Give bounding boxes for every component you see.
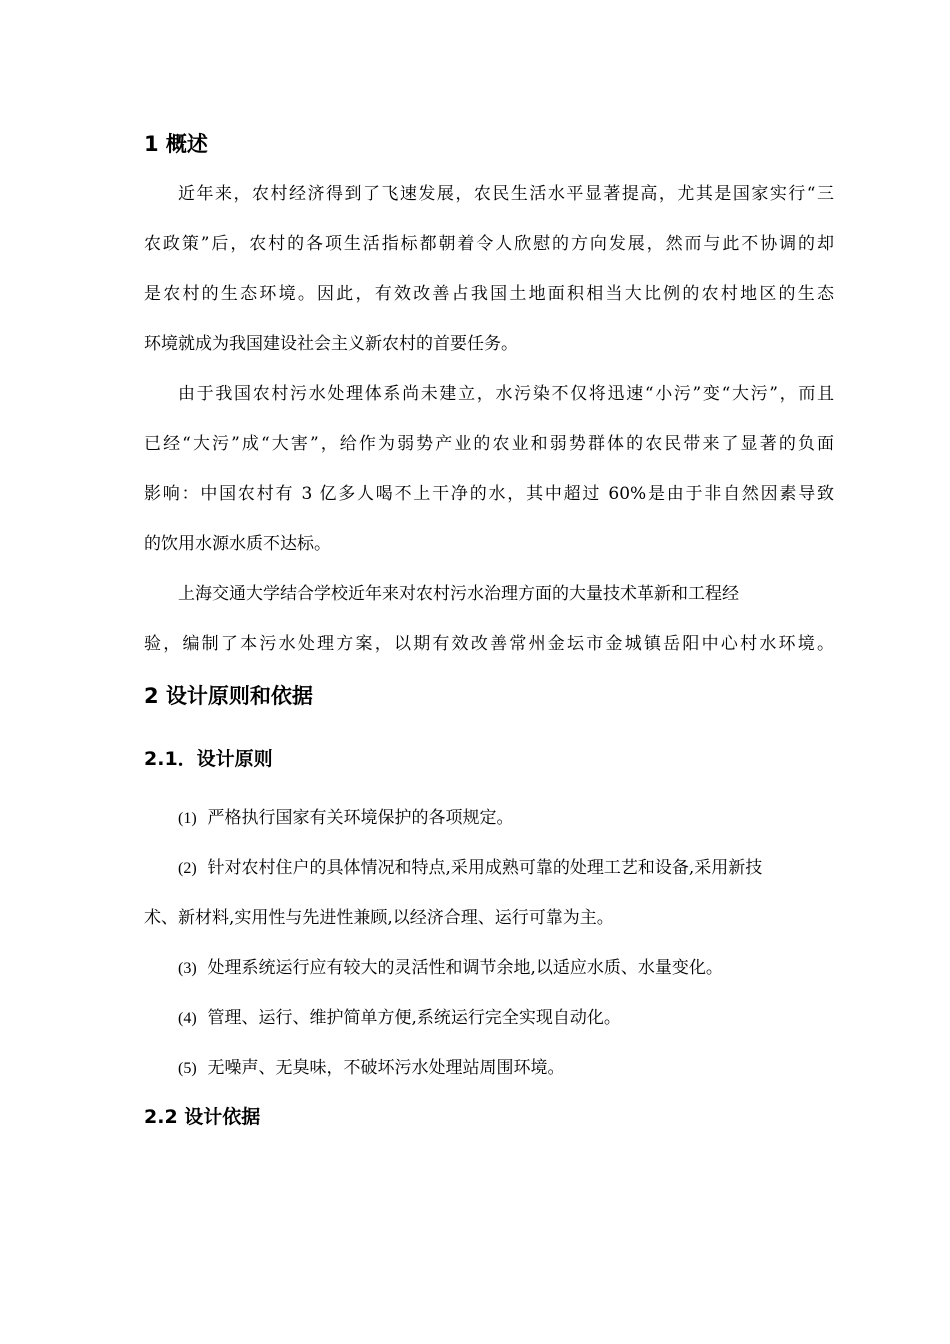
principle-item-2-continuation: 术、新材料,实用性与先进性兼顾,以经济合理、运行可靠为主。 — [144, 908, 614, 928]
paragraph-1-line-4: 环境就成为我国建设社会主义新农村的首要任务。 — [144, 334, 518, 354]
section-2-2-heading: 2.2 设计依据 — [144, 1106, 261, 1128]
section-2-1-heading: 2.1．设计原则 — [144, 748, 273, 770]
paragraph-3-line-1: 上海交通大学结合学校近年来对农村污水治理方面的大量技术革新和工程经 — [178, 584, 739, 604]
paragraph-2-line-1: 由于我国农村污水处理体系尚未建立，水污染不仅将迅速“小污”变“大污”，而且 — [178, 384, 834, 404]
paragraph-1-line-3: 是农村的生态环境。因此，有效改善占我国土地面积相当大比例的农村地区的生态 — [144, 284, 834, 304]
principle-item-2 — [178, 856, 834, 881]
item-text: 管理、运行、维护简单方便,系统运行完全实现自动化。 — [207, 1008, 621, 1028]
item-number: (2) — [178, 860, 197, 877]
paragraph-1-line-1: 近年来，农村经济得到了飞速发展，农民生活水平显著提高，尤其是国家实行“三 — [178, 184, 834, 204]
item-number: (1) — [178, 810, 197, 827]
paragraph-2-line-3: 影响：中国农村有 3 亿多人喝不上干净的水，其中超过 60%是由于非自然因素导致 — [144, 484, 834, 504]
item-text: 针对农村住户的具体情况和特点,采用成熟可靠的处理工艺和设备,采用新技 — [207, 858, 763, 878]
paragraph-2-line-4: 的饮用水源水质不达标。 — [144, 534, 331, 554]
item-text: 无噪声、无臭味，不破坏污水处理站周围环境。 — [207, 1058, 565, 1078]
item-number: (3) — [178, 960, 197, 977]
paragraph-3-line-2: 验，编制了本污水处理方案，以期有效改善常州金坛市金城镇岳阳中心村水环境。 — [144, 634, 834, 654]
item-text: 严格执行国家有关环境保护的各项规定。 — [207, 808, 514, 828]
principle-item-5 — [178, 1056, 834, 1081]
paragraph-2-line-2: 已经“大污”成“大害”，给作为弱势产业的农业和弱势群体的农民带来了显著的负面 — [144, 434, 834, 454]
section-2-heading: 2 设计原则和依据 — [144, 684, 313, 708]
item-number: (5) — [178, 1060, 197, 1077]
section-1-heading: 1 概述 — [144, 132, 208, 156]
principle-item-3 — [178, 956, 834, 981]
paragraph-1-line-2: 农政策”后，农村的各项生活指标都朝着令人欣慰的方向发展，然而与此不协调的却 — [144, 234, 834, 254]
principle-item-4 — [178, 1006, 834, 1031]
item-text: 处理系统运行应有较大的灵活性和调节余地,以适应水质、水量变化。 — [207, 958, 723, 978]
principle-item-1 — [178, 806, 834, 831]
item-number: (4) — [178, 1010, 197, 1027]
